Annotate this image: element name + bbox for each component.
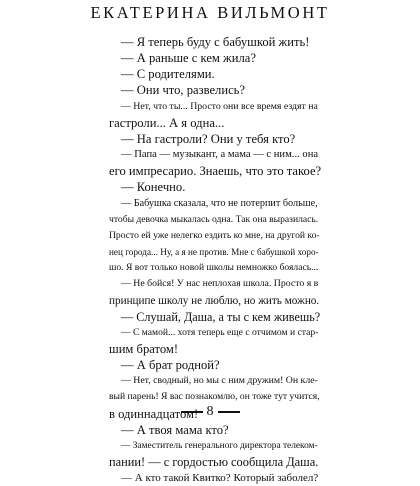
text-line: шо. Я вот только новой школы немножко боялась...: [109, 262, 319, 274]
text-line: — Я теперь буду с бабушкой жить!: [121, 35, 310, 49]
text-line: вый парень! Я вас познакомлю, он тоже тут учится,: [109, 391, 320, 403]
text-line: — Слушай, Даша, а ты с кем живешь?: [121, 309, 321, 324]
text-line: — Бабушка сказала, что не потерпит больше,: [121, 197, 318, 209]
text-line: в одиннадцатом!: [109, 406, 199, 421]
page-number: 8: [206, 404, 214, 419]
text-line: — Они что, развелись?: [121, 83, 246, 98]
page-folio: [0, 405, 420, 419]
text-line: — А кто такой Квитко? Который заболел?: [121, 472, 319, 485]
folio-right-dash: [218, 411, 240, 413]
text-line: его импресарио. Знаешь, что это такое?: [109, 164, 322, 179]
text-line: — А брат родной?: [121, 358, 220, 373]
text-line: — Конечно.: [121, 180, 186, 195]
text-line: — На гастроли? Они у тебя кто?: [121, 131, 296, 146]
text-line: — Папа — музыкант, а мама — с ним... она: [121, 149, 319, 161]
text-line: гастроли... А я одна...: [109, 115, 225, 130]
text-line: принципе школу не люблю, но жить можно.: [109, 294, 320, 307]
text-line: чтобы девочка мыкалась одна. Так она выразилась.: [109, 213, 319, 225]
text-line: — Не бойся! У нас неплохая школа. Просто я в: [121, 278, 319, 290]
text-line: — Нет, что ты... Просто они все время ездят на: [121, 100, 318, 112]
text-line: — Заместитель генерального директора телеком-: [121, 440, 318, 451]
text-line: Просто ей уже нелегко ездить ко мне, на другой ко-: [109, 229, 320, 241]
text-line: — А твоя мама кто?: [121, 422, 229, 437]
folio-left-dash: [181, 411, 203, 413]
text-line: пании! — с гордостью сообщила Даша.: [109, 455, 319, 470]
text-line: — С родителями.: [121, 67, 215, 82]
text-line: шим братом!: [109, 341, 179, 356]
text-line: нец города... Ну, а я не против. Мне с бабушкой хоро-: [109, 247, 319, 258]
text-line: — Нет, сводный, но мы с ним дружим! Он кле-: [121, 375, 318, 387]
running-header-author: ЕКАТЕРИНА ВИЛЬМОНТ: [90, 3, 330, 22]
text-line: — С мамой... хотя теперь еще с отчимом и стар-: [121, 326, 319, 338]
text-line: — А раньше с кем жила?: [121, 51, 256, 66]
